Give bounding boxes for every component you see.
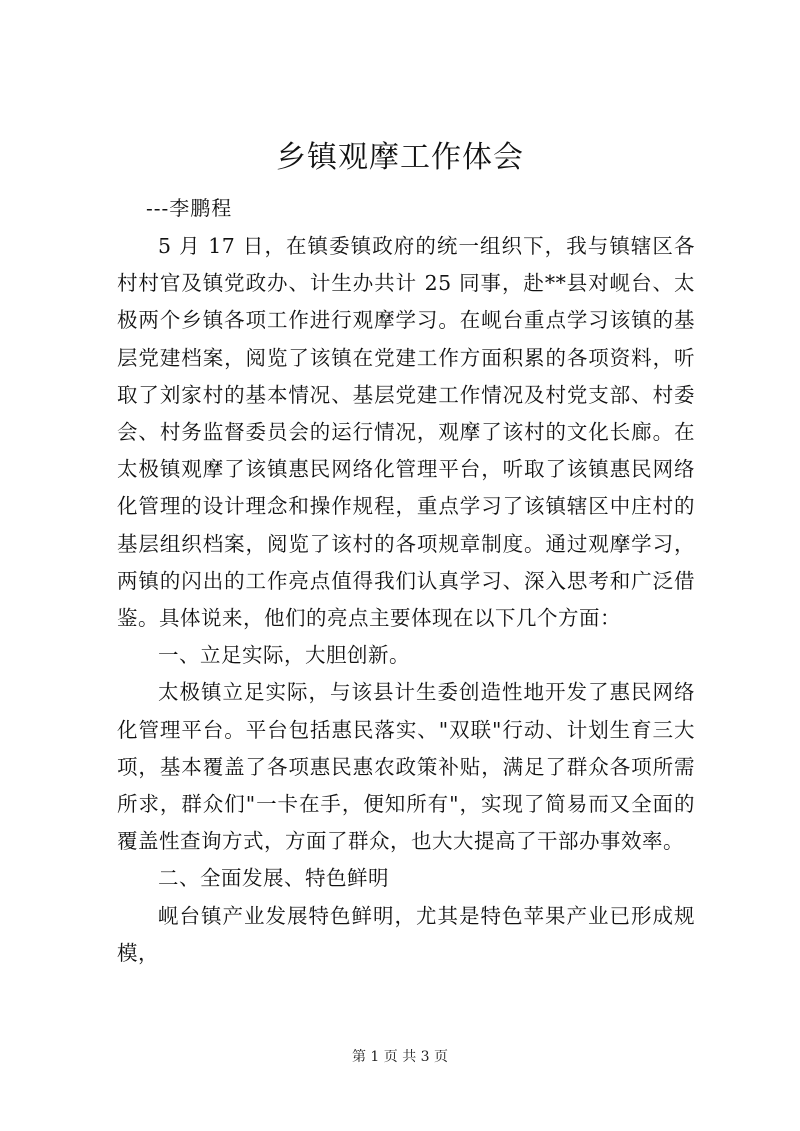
section-heading-2: 二、全面发展、特色鲜明 xyxy=(158,866,389,891)
page-footer: 第 1 页 共 3 页 xyxy=(351,1049,449,1065)
document-body xyxy=(117,228,695,972)
document-title: 乡镇观摩工作体会 xyxy=(276,140,524,175)
author-line: ---李鹏程 xyxy=(146,196,233,220)
paragraph-section-1: 太极镇立足实际，与该县计生委创造性地开发了惠民网络化管理平台。平台包括惠民落实、"双联"行动、计划生育三大项，基本覆盖了各项惠民惠农政策补贴，满足了群众各项所需所求，群众们"一卡在手，便知所有"，实现了简易而又全面的覆盖性查询方式，方面了群众，也大大提高了干部办事效率。 xyxy=(117,680,695,854)
paragraph-section-2: 岘台镇产业发展特色鲜明，尤其是特色苹果产业已形成规模， xyxy=(117,903,695,965)
section-heading-1: 一、立足实际，大胆创新。 xyxy=(158,643,410,668)
paragraph-intro: 5 月 17 日，在镇委镇政府的统一组织下，我与镇辖区各村村官及镇党政办、计生办共计 25 同事，赴**县对岘台、太极两个乡镇各项工作进行观摩学习。在岘台重点学习该镇的基层党建档案，阅览了该镇在党建工作方面积累的各项资料，听取了刘家村的基本情况、基层党建工作情况及村党支部、村委会、村务监督委员会的运行情况，观摩了该村的文化长廊。在太极镇观摩了该镇惠民网络化管理平台，听取了该镇惠民网络化管理的设计理念和操作规程，重点学习了该镇辖区中庄村的基层组织档案，阅览了该村的各项规章制度。通过观摩学习，两镇的闪出的工作亮点值得我们认真学习、深入思考和广泛借鉴。具体说来，他们的亮点主要体现在以下几个方面： xyxy=(117,234,695,631)
